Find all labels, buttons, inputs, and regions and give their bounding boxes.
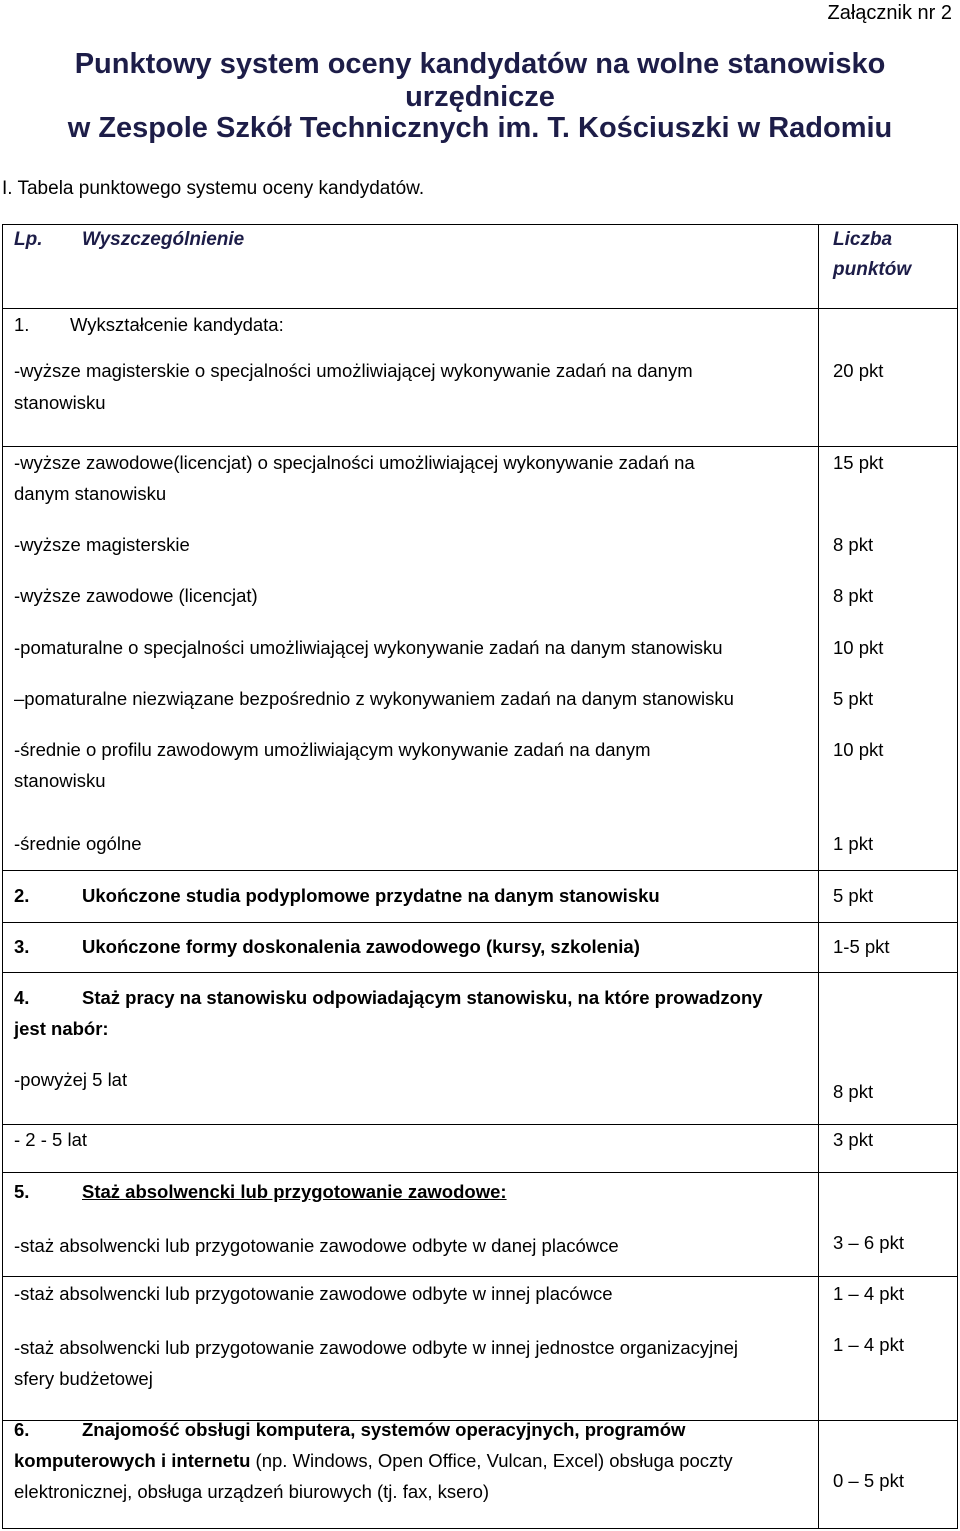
row-title: Ukończone formy doskonalenia zawodowego (kursy, szkolenia): [82, 936, 640, 957]
row-text: -wyższe zawodowe (licencjat): [14, 585, 258, 606]
row-text: -średnie o profilu zawodowym umożliwiającym wykonywanie zadań na danym: [14, 739, 651, 760]
row-points: 8 pkt: [833, 1081, 874, 1102]
row-points: 1 – 4 pkt: [833, 1334, 904, 1355]
row-text: danym stanowisku: [14, 483, 167, 504]
row-points: 10 pkt: [833, 739, 884, 760]
row-title: Znajomość obsługi komputera, systemów operacyjnych, programów: [82, 1419, 686, 1440]
row-points: 5 pkt: [833, 885, 874, 906]
header-description: Wyszczególnienie: [82, 229, 245, 250]
header-lp: Lp.: [14, 229, 43, 250]
row-text: -staż absolwencki lub przygotowanie zawodowe odbyte w innej jednostce organizacyjnej: [14, 1337, 738, 1358]
row-points: 5 pkt: [833, 688, 874, 709]
row-title: Wykształcenie kandydata:: [70, 314, 284, 335]
row-text: [14, 1445, 733, 1476]
row-points: 1-5 pkt: [833, 936, 890, 957]
header-points-line2: punktów: [833, 259, 912, 280]
section-heading: I. Tabela punktowego systemu oceny kandydatów.: [2, 178, 425, 199]
row-number: 5.: [14, 1181, 30, 1202]
row-title: Staż pracy na stanowisku odpowiadającym stanowisku, na które prowadzony: [82, 987, 763, 1008]
attachment-label: Załącznik nr 2: [827, 2, 952, 24]
row-text: stanowisku: [14, 770, 106, 791]
row-number: 6.: [14, 1419, 30, 1440]
row-text: –pomaturalne niezwiązane bezpośrednio z wykonywaniem zadań na danym stanowisku: [14, 688, 734, 709]
row-title: Staż absolwencki lub przygotowanie zawodowe:: [82, 1181, 507, 1202]
row-number: 3.: [14, 936, 30, 957]
row-points: 1 – 4 pkt: [833, 1283, 904, 1304]
row-points: 3 – 6 pkt: [833, 1232, 904, 1253]
row-points: 20 pkt: [833, 360, 884, 381]
row-points: 3 pkt: [833, 1129, 874, 1150]
row-points: 8 pkt: [833, 534, 874, 555]
row-text: -wyższe zawodowe(licencjat) o specjalności umożliwiającej wykonywanie zadań na: [14, 452, 695, 473]
row-text: -staż absolwencki lub przygotowanie zawodowe odbyte w danej placówce: [14, 1235, 619, 1256]
row-title: Ukończone studia podyplomowe przydatne na danym stanowisku: [82, 885, 660, 906]
row-number: 2.: [14, 885, 30, 906]
row-text: -wyższe magisterskie o specjalności umożliwiającej wykonywanie zadań na danym: [14, 360, 693, 381]
row-text: - 2 - 5 lat: [14, 1129, 87, 1150]
row-points: 15 pkt: [833, 452, 884, 473]
row-text: -średnie ogólne: [14, 833, 142, 854]
row-number: 1.: [14, 314, 30, 335]
row-title: jest nabór:: [14, 1018, 109, 1039]
document-title-line1: Punktowy system oceny kandydatów na wolne stanowisko urzędnicze: [74, 48, 886, 113]
row-title-bold: komputerowych i internetu: [14, 1450, 251, 1471]
header-points-line1: Liczba: [833, 229, 893, 250]
row-text: elektronicznej, obsługa urządzeń biurowych (tj. fax, ksero): [14, 1481, 490, 1502]
document-title-line2: w Zespole Szkół Technicznych im. T. Kościuszki w Radomiu: [67, 112, 893, 144]
row-text: sfery budżetowej: [14, 1368, 153, 1389]
row-points: 10 pkt: [833, 637, 884, 658]
row-text: -pomaturalne o specjalności umożliwiającej wykonywanie zadań na danym stanowisku: [14, 637, 723, 658]
row-text-normal: (np. Windows, Open Office, Vulcan, Excel) obsługa poczty: [250, 1450, 733, 1471]
row-points: 1 pkt: [833, 833, 874, 854]
row-number: 4.: [14, 987, 30, 1008]
row-text: stanowisku: [14, 392, 106, 413]
row-points: 8 pkt: [833, 585, 874, 606]
row-text: -wyższe magisterskie: [14, 534, 190, 555]
row-text: -staż absolwencki lub przygotowanie zawodowe odbyte w innej placówce: [14, 1283, 613, 1304]
row-text: -powyżej 5 lat: [14, 1069, 128, 1090]
row-points: 0 – 5 pkt: [833, 1470, 904, 1491]
